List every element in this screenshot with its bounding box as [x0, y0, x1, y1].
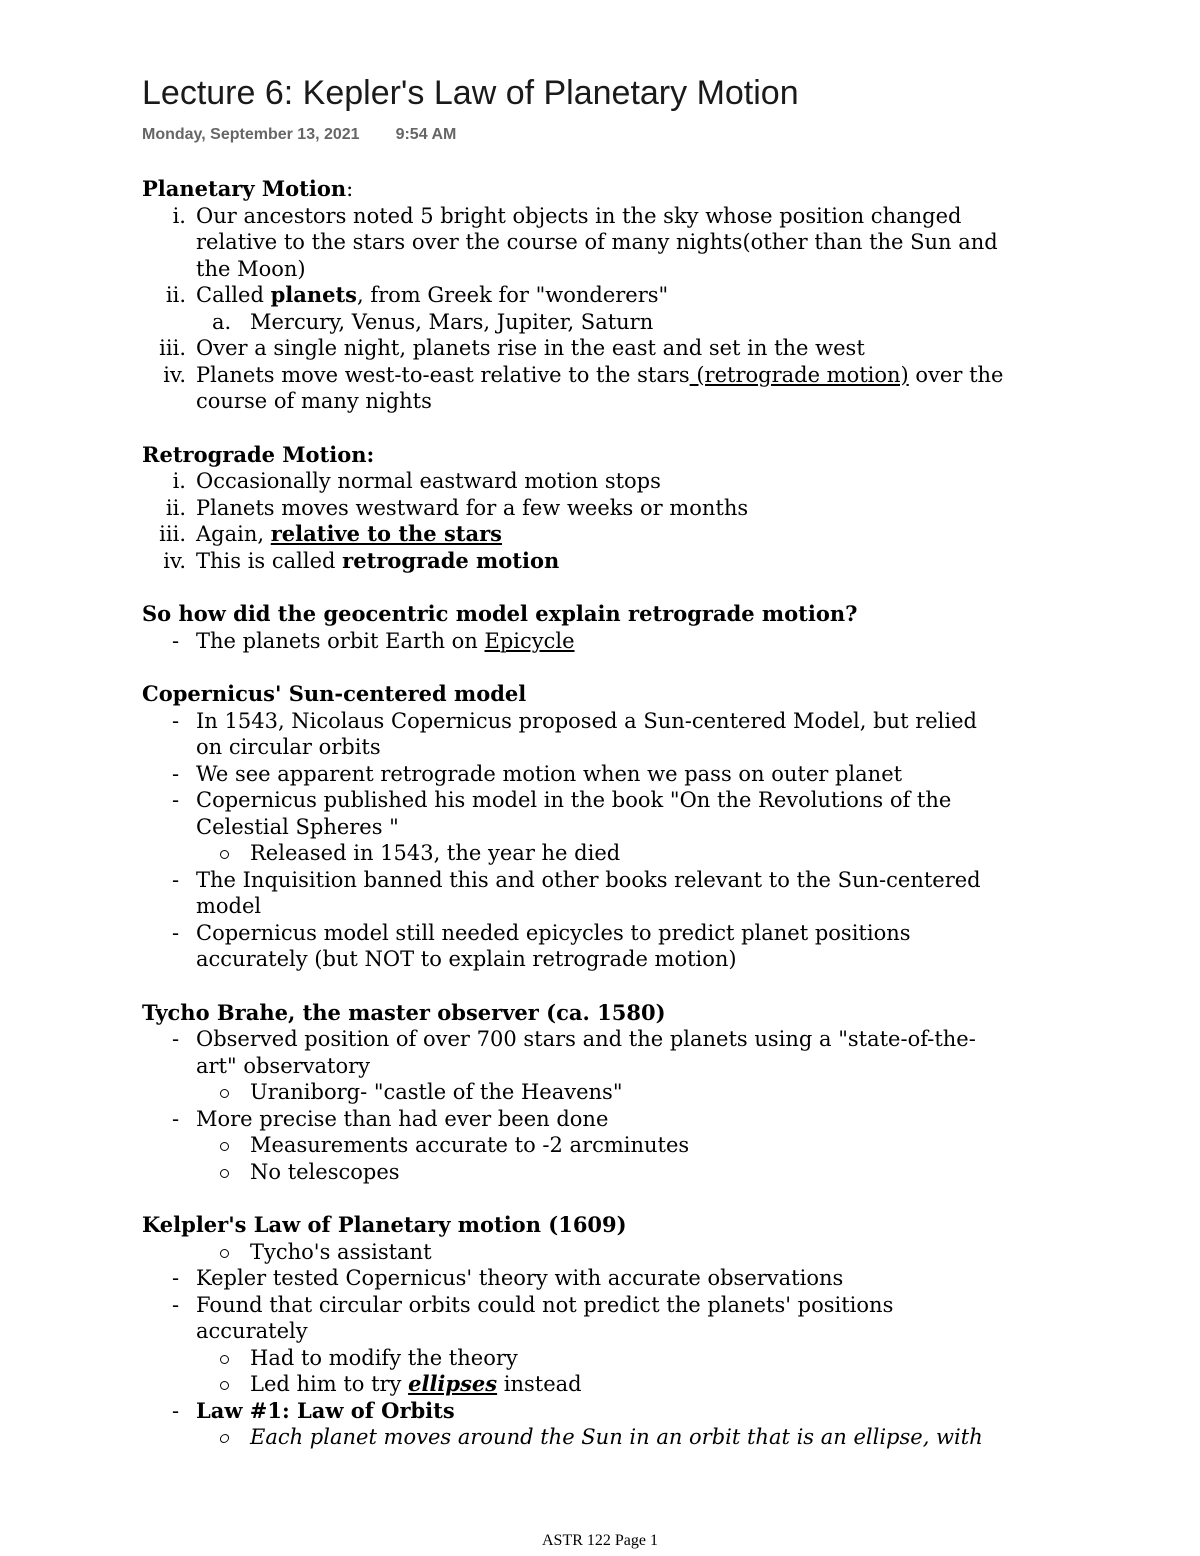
- list-item: i. Occasionally normal eastward motion stops: [172, 469, 661, 493]
- list-item: - The planets orbit Earth on Epicycle: [172, 628, 575, 653]
- list-item-continuation: accurately (but NOT to explain retrograde motion): [196, 947, 737, 971]
- page-date: Monday, September 13, 2021: [142, 126, 360, 143]
- section-heading-retrograde: Retrograde Motion:: [142, 441, 375, 467]
- bullet-circle-icon: [220, 1381, 229, 1390]
- list-item: iv. This is called retrograde motion: [163, 547, 560, 573]
- list-item: - Observed position of over 700 stars and the planets using a "state-of-the-: [172, 1027, 976, 1051]
- list-item: a. Mercury, Venus, Mars, Jupiter, Saturn: [212, 309, 654, 334]
- list-item: ii. Planets moves westward for a few weeks or months: [165, 495, 749, 520]
- list-item-continuation: model: [196, 894, 262, 918]
- bullet-circle-icon: [220, 1089, 229, 1098]
- section-heading-kepler: Kelpler's Law of Planetary motion (1609): [142, 1212, 627, 1237]
- list-item: - Copernicus model still needed epicycles to predict planet positions: [172, 920, 911, 945]
- page-title: Lecture 6: Kepler's Law of Planetary Motion: [142, 74, 799, 112]
- list-item: - In 1543, Nicolaus Copernicus proposed a Sun-centered Model, but relied: [172, 708, 977, 733]
- list-item-continuation: Celestial Spheres ": [196, 814, 399, 839]
- list-item: - Copernicus published his model in the book "On the Revolutions of the: [172, 788, 952, 812]
- list-item: i. Our ancestors noted 5 bright objects in the sky whose position changed: [172, 203, 962, 228]
- list-item-continuation: art" observatory: [196, 1053, 371, 1078]
- list-item: - Law #1: Law of Orbits: [172, 1397, 455, 1423]
- list-item-continuation: accurately: [196, 1319, 308, 1343]
- bullet-circle-icon: [220, 1169, 229, 1178]
- list-item: Uraniborg- "castle of the Heavens": [142, 1079, 1082, 1106]
- list-item: Each planet moves around the Sun in an orbit that is an ellipse, with: [142, 1424, 1082, 1451]
- list-item: iv. Planets move west-to-east relative to the stars (retrograde motion) over the: [163, 362, 1004, 387]
- list-item-continuation: the Moon): [196, 256, 306, 281]
- page-time: 9:54 AM: [395, 126, 457, 143]
- bullet-circle-icon: [219, 1434, 230, 1443]
- page-footer: ASTR 122 Page 1: [542, 1532, 658, 1549]
- list-item: - We see apparent retrograde motion when we pass on outer planet: [172, 761, 903, 786]
- list-item-continuation: course of many nights: [196, 389, 432, 413]
- list-item: - Found that circular orbits could not predict the planets' positions: [172, 1292, 894, 1317]
- list-item: Measurements accurate to -2 arcminutes: [142, 1132, 1082, 1159]
- list-item: Had to modify the theory: [142, 1345, 1082, 1372]
- list-item: ii. Called planets, from Greek for "wonderers": [165, 282, 669, 307]
- section-heading-copernicus: Copernicus' Sun-centered model: [142, 681, 527, 706]
- list-item: - Kepler tested Copernicus' theory with accurate observations: [172, 1266, 844, 1290]
- list-item: - More precise than had ever been done: [172, 1106, 609, 1131]
- note-body[interactable]: [142, 176, 1082, 1451]
- list-item: Tycho's assistant: [142, 1239, 1082, 1266]
- bullet-circle-icon: [220, 1249, 229, 1258]
- section-heading-planetary: Planetary Motion:: [142, 176, 354, 201]
- list-item: iii. Over a single night, planets rise in the east and set in the west: [159, 336, 865, 360]
- list-item-continuation: relative to the stars over the course of many nights(other than the Sun and: [196, 230, 998, 254]
- bullet-circle-icon: [220, 1355, 229, 1364]
- list-item: iii. Again, relative to the stars: [159, 521, 502, 546]
- list-item: No telescopes: [142, 1159, 1082, 1186]
- list-item: Released in 1543, the year he died: [142, 840, 1082, 867]
- list-item: - The Inquisition banned this and other books relevant to the Sun-centered: [172, 867, 981, 892]
- page-datetime: [142, 126, 456, 144]
- list-item: Led him to try ellipses instead: [142, 1371, 1082, 1398]
- bullet-circle-icon: [220, 850, 229, 859]
- bullet-circle-icon: [220, 1142, 229, 1151]
- section-heading-tycho: Tycho Brahe, the master observer (ca. 1580): [142, 999, 666, 1025]
- section-heading-geocentric: So how did the geocentric model explain retrograde motion?: [142, 601, 858, 626]
- list-item-continuation: on circular orbits: [196, 735, 381, 759]
